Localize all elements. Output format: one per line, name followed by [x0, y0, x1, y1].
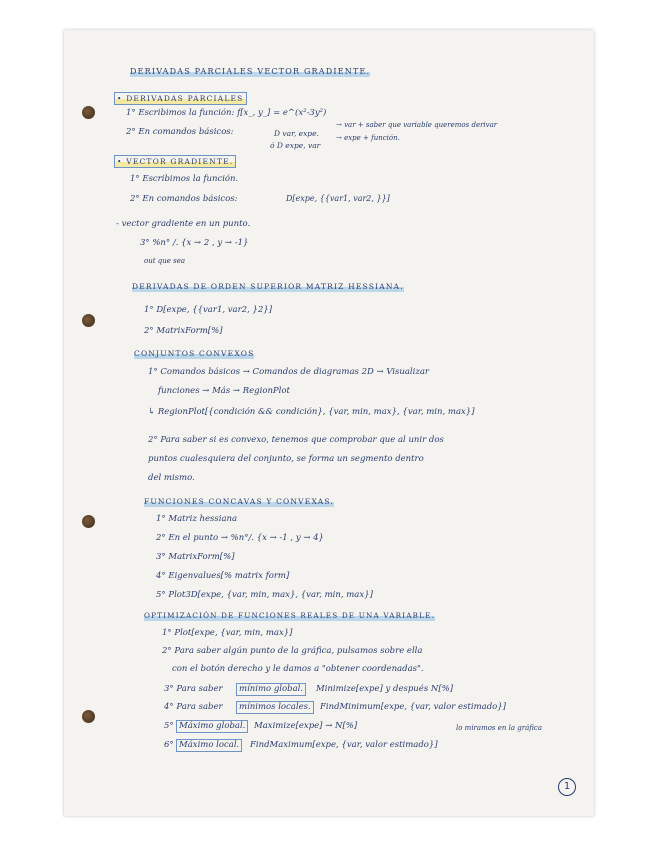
heading-derivadas-parciales: • DERIVADAS PARCIALES — [114, 92, 247, 105]
hessiana-step-1: 1° D[expe, {{var1, var2, }2}] — [144, 305, 273, 315]
convexos-step-2-cont: puntos cualesquiera del conjunto, se forma un segmento dentro — [148, 454, 424, 464]
notebook-sheet — [64, 30, 594, 816]
derivadas-note-var: → var + saber que variable queremos derivar — [336, 121, 498, 129]
minimo-global-command: Minimize[expe] y después N[%] — [316, 684, 454, 694]
concavas-step-3: 3° MatrixForm[%] — [156, 552, 235, 562]
maximo-global-label: Máximo global. — [176, 720, 248, 733]
page-number: 1 — [558, 778, 576, 796]
convexos-step-2: 2° Para saber si es convexo, tenemos que comprobar que al unir dos — [148, 435, 444, 445]
derivadas-step-2-option-a: D var, expe. — [274, 129, 319, 138]
optimizacion-step-5-prefix: 5° — [164, 721, 174, 731]
optimizacion-step-4-prefix: 4° Para saber — [164, 702, 223, 712]
maximo-global-command: Maximize[expe] → N[%] — [254, 721, 358, 731]
heading-conjuntos-convexos: CONJUNTOS CONVEXOS — [134, 349, 255, 358]
concavas-step-2: 2° En el punto → %n°/. {x → -1 , y → 4} — [156, 533, 324, 543]
optimizacion-step-2: 2° Para saber algún punto de la gráfica, pulsamos sobre ella — [162, 646, 423, 656]
heading-matriz-hessiana: DERIVADAS DE ORDEN SUPERIOR MATRIZ HESSIANA. — [132, 282, 404, 291]
minimos-locales-command: FindMinimum[expe, {var, valor estimado}] — [320, 702, 506, 712]
heading-funciones-concavas: FUNCIONES CONCAVAS Y CONVEXAS. — [144, 497, 334, 506]
heading-vector-gradiente: • VECTOR GRADIENTE. — [114, 155, 236, 168]
page-title: DERIVADAS PARCIALES VECTOR GRADIENTE. — [130, 67, 371, 76]
convexos-step-1-cont: funciones → Más → RegionPlot — [158, 386, 290, 396]
binder-hole — [82, 710, 95, 723]
derivadas-step-2-option-b: ó D expe, var — [270, 141, 321, 150]
maximo-local-label: Máximo local. — [176, 739, 242, 752]
concavas-step-1: 1° Matriz hessiana — [156, 514, 238, 524]
maximo-global-note: lo miramos en la gráfica — [456, 724, 543, 732]
gradiente-step-3: 3° %n° /. {x → 2 , y → -1} — [140, 238, 249, 248]
gradiente-step-2: 2° En comandos básicos: — [130, 194, 238, 204]
derivadas-step-2: 2° En comandos básicos: — [126, 127, 234, 137]
gradiente-step-1: 1° Escribimos la función. — [130, 174, 239, 184]
optimizacion-step-3-prefix: 3° Para saber — [164, 684, 223, 694]
gradiente-step-3-note: out que sea — [144, 257, 186, 265]
binder-hole — [82, 314, 95, 327]
derivadas-note-expe: → expe + función. — [336, 134, 400, 142]
optimizacion-step-6-prefix: 6° — [164, 740, 174, 750]
maximo-local-command: FindMaximum[expe, {var, valor estimado}] — [250, 740, 438, 750]
concavas-step-4: 4° Eigenvalues[% matrix form] — [156, 571, 290, 581]
hessiana-step-2: 2° MatrixForm[%] — [144, 326, 223, 336]
heading-optimizacion: OPTIMIZACIÓN DE FUNCIONES REALES DE UNA VARIABLE. — [144, 611, 436, 620]
convexos-regionplot: ↳ RegionPlot[{condición && condición}, {var, min, max}, {var, min, max}] — [148, 407, 475, 417]
optimizacion-step-2-cont: con el botón derecho y le damos a "obtener coordenadas". — [172, 664, 424, 674]
minimo-global-label: mínimo global. — [236, 683, 306, 696]
binder-hole — [82, 515, 95, 528]
binder-hole — [82, 106, 95, 119]
concavas-step-5: 5° Plot3D[expe, {var, min, max}, {var, min, max}] — [156, 590, 373, 600]
minimos-locales-label: mínimos locales. — [236, 701, 314, 714]
optimizacion-step-1: 1° Plot[expe, {var, min, max}] — [162, 628, 293, 638]
derivadas-step-1: 1° Escribimos la función: f[x_, y_] = e^(x²-3y²) — [126, 108, 327, 118]
convexos-step-2-end: del mismo. — [148, 473, 195, 483]
gradiente-en-un-punto: - vector gradiente en un punto. — [116, 219, 251, 229]
convexos-step-1: 1° Comandos básicos → Comandos de diagramas 2D → Visualizar — [148, 367, 429, 377]
gradiente-step-2-command: D[expe, {{var1, var2, }}] — [286, 194, 390, 203]
